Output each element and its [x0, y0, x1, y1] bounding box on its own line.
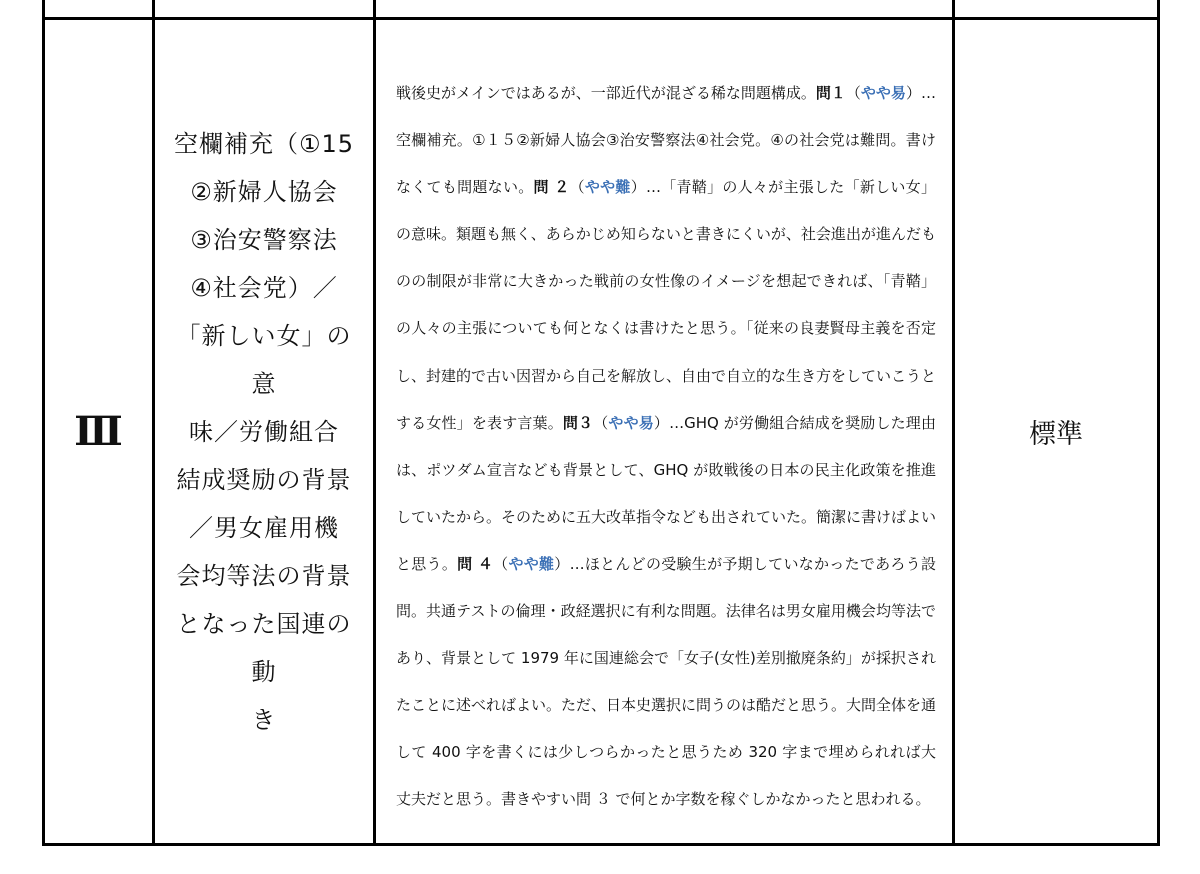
topic-line: ／男女雇用機 — [189, 513, 339, 542]
commentary-segment: ）…空欄補充。①１５②新婦人協会③治安警察法④社会党。④の社会党は難問。書けなくても問題ない。 — [396, 84, 936, 197]
commentary-cell — [378, 20, 951, 843]
topic-line: となった国連の動 — [176, 609, 352, 686]
commentary-segment: （ — [569, 178, 585, 197]
commentary-segment: （ — [493, 554, 509, 573]
question-label: 問１ — [815, 84, 846, 102]
topic-line: 会均等法の背景 — [176, 561, 352, 590]
commentary-segment: ）…「青鞜」の人々が主張した「新しい女」の意味。類題も無く、あらかじめ知らないと書きにくいが、社会進出が進んだものの制限が非常に大きかった戦前の女性像のイメージを想起できれば、「青鞜」の人々の主張についても何となくは書けたと思う。「従来の良妻賢母主義を否定し、封建的で古い因習から自己を解放し、自由で自立的な生き方をしていこうとする女性」を表す言葉。 — [396, 178, 937, 432]
topic-text — [172, 120, 356, 744]
topic-line: 結成奨励の背景 — [176, 465, 352, 494]
topic-line: ②新婦人協会 — [190, 177, 338, 206]
topic-cell — [156, 20, 372, 843]
topic-line: ③治安警察法 — [190, 225, 338, 254]
row-bottom-border — [43, 843, 1160, 846]
commentary-segment: ）…ほとんどの受験生が予期していなかったであろう設問。共通テストの倫理・政経選択に有利な問題。法律名は男女雇用機会均等法であり、背景として 1979 年に国連総会で「女子(女性)差別撤廃条約」が採択されたことに述べればよい。ただ、日本史選択に問うのは酷だと思う。大問全体を通して 400 字を書くには少しつらかったと思うため 320 字まで埋められれば大丈夫だと思う。書きやすい問 ３ で何とか字数を稼ぐしかなかったと思われる。 — [396, 554, 937, 809]
question-label: 問 ２ — [533, 178, 570, 197]
difficulty-tag: やや易 — [860, 84, 906, 102]
difficulty-tag: やや易 — [608, 413, 654, 432]
difficulty-tag: やや難 — [584, 178, 631, 197]
commentary-segment: ）…GHQ が労働組合結成を奨励した理由は、ポツダム宣言なども背景として、GHQ が敗戦後の日本の民主化政策を推進していたから。そのために五大改革指令なども出されていた。簡潔に書けばよいと思う。 — [396, 413, 937, 573]
column-divider — [952, 0, 955, 846]
column-divider — [1157, 0, 1160, 846]
section-number: Ⅲ — [74, 408, 124, 455]
topic-line: ④社会党）／ — [190, 273, 338, 302]
commentary-segment: （ — [845, 84, 861, 102]
question-label: 問３ — [562, 413, 594, 432]
commentary-segment: 戦後史がメインではあるが、一部近代が混ざる稀な問題構成。 — [396, 84, 816, 102]
column-divider — [373, 0, 376, 846]
topic-line: 「新しい女」の意 — [176, 321, 352, 398]
difficulty-cell — [956, 20, 1156, 843]
difficulty-level: 標準 — [1029, 419, 1083, 450]
topic-line: 空欄補充（①15 — [173, 129, 355, 158]
topic-line: き — [251, 705, 277, 734]
commentary-text — [396, 70, 936, 824]
question-label: 問 ４ — [457, 554, 494, 573]
section-number-cell — [45, 20, 153, 843]
topic-line: 味／労働組合 — [189, 417, 339, 446]
difficulty-tag: やや難 — [508, 554, 555, 573]
commentary-segment: （ — [593, 413, 609, 432]
